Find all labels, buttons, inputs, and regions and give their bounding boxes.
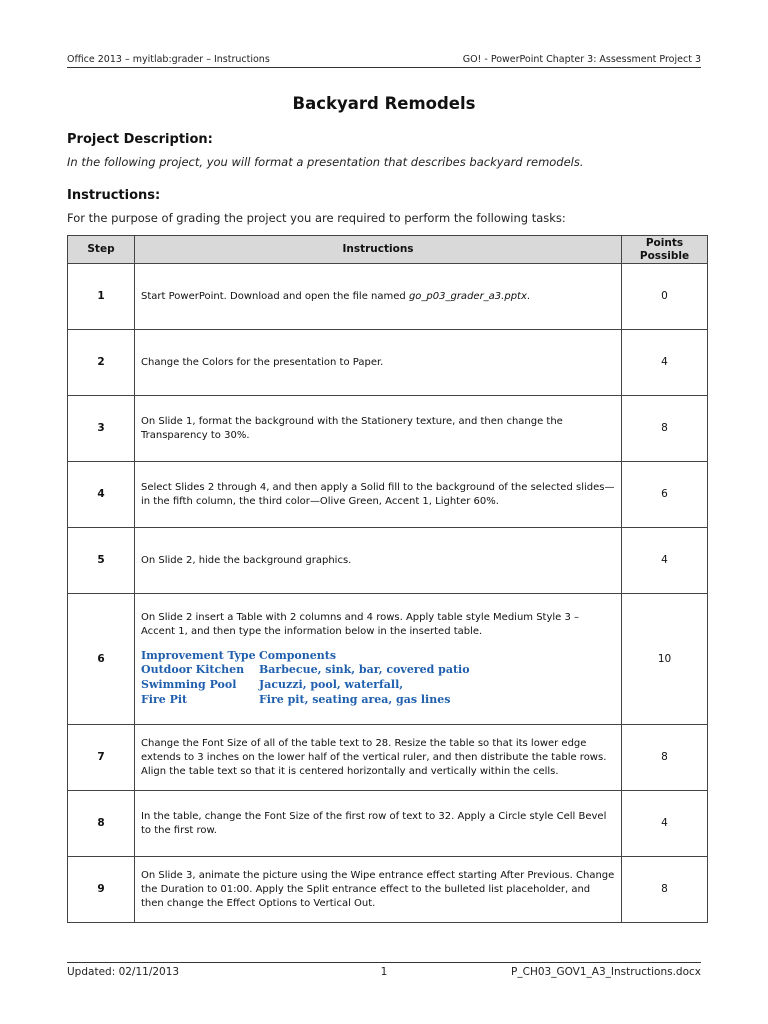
- footer-updated-date: Updated: 02/11/2013: [67, 966, 180, 978]
- points-value: 8: [622, 396, 708, 462]
- step-number: 1: [68, 264, 135, 330]
- document-title: Backyard Remodels: [292, 94, 476, 113]
- instructions-intro: For the purpose of grading the project you are required to perform the following tasks:: [67, 211, 566, 225]
- table-row: [68, 396, 708, 462]
- instructions-column-header: Instructions: [135, 236, 622, 264]
- step-number: 6: [68, 594, 135, 725]
- step-number: 5: [68, 528, 135, 594]
- points-value: 8: [622, 725, 708, 791]
- instructions-heading: Instructions:: [67, 188, 161, 203]
- points-value: 6: [622, 462, 708, 528]
- table-row: [68, 528, 708, 594]
- step-number: 8: [68, 791, 135, 857]
- points-column-header: Points Possible: [622, 236, 708, 264]
- slide-table-content: [141, 649, 615, 707]
- table-row: [68, 791, 708, 857]
- table-row: [68, 725, 708, 791]
- table-row: [68, 462, 708, 528]
- step-number: 4: [68, 462, 135, 528]
- sub-table-row: Swimming Pool Jacuzzi, pool, waterfall,: [141, 678, 404, 691]
- table-row: [68, 857, 708, 923]
- table-row: [68, 330, 708, 396]
- step-number: 7: [68, 725, 135, 791]
- points-value: 4: [622, 528, 708, 594]
- sub-table-row: Improvement Type Components: [141, 648, 337, 662]
- instruction-text: In the table, change the Font Size of the first row of text to 32. Apply a Circle style Cell Bevel to the first row.: [135, 791, 622, 857]
- file-name: go_p03_grader_a3.pptx: [408, 290, 527, 302]
- step-number: 9: [68, 857, 135, 923]
- table-row: [68, 594, 708, 725]
- table-row: [68, 264, 708, 330]
- points-value: 4: [622, 330, 708, 396]
- sub-table-row: Outdoor Kitchen Barbecue, sink, bar, covered patio: [141, 663, 470, 677]
- instructions-table: [67, 235, 708, 923]
- points-value: 10: [622, 594, 708, 725]
- step-number: 3: [68, 396, 135, 462]
- table-header-row: [68, 236, 708, 264]
- points-value: 0: [622, 264, 708, 330]
- step-column-header: Step: [68, 236, 135, 264]
- instruction-text: On Slide 1, format the background with the Stationery texture, and then change the Transparency to 30%.: [135, 396, 622, 462]
- project-description-heading: Project Description:: [67, 132, 213, 147]
- instruction-lead-text: On Slide 2 insert a Table with 2 columns and 4 rows. Apply table style Medium Style 3 – Accent 1, and then type the information below in the inserted table.: [141, 611, 580, 637]
- instruction-text: On Slide 2, hide the background graphics.: [135, 528, 622, 594]
- footer-rule: [67, 962, 701, 963]
- sub-table-row: Fire Pit Fire pit, seating area, gas lines: [141, 692, 451, 706]
- project-description: In the following project, you will format a presentation that describes backyard remodels.: [67, 155, 584, 169]
- instruction-text: Change the Font Size of all of the table text to 28. Resize the table so that its lower edge extends to 3 inches on the lower half of the vertical ruler, and then distribute the table rows. Align the table text so that it is centered horizontally and vertically within the cells.: [135, 725, 622, 791]
- step-number: 2: [68, 330, 135, 396]
- instruction-text: On Slide 3, animate the picture using the Wipe entrance effect starting After Previous. Change the Duration to 01:00. Apply the Split entrance effect to the bulleted list placeholder, and then change the Effect Options to Vertical Out.: [135, 857, 622, 923]
- points-value: 4: [622, 791, 708, 857]
- page-number: 1: [380, 966, 388, 978]
- header-right-text: GO! - PowerPoint Chapter 3: Assessment Project 3: [462, 54, 701, 65]
- header-rule: [67, 67, 701, 68]
- instruction-text: [135, 594, 622, 725]
- instruction-text: Select Slides 2 through 4, and then apply a Solid fill to the background of the selected slides—in the fifth column, the third color—Olive Green, Accent 1, Lighter 60%.: [135, 462, 622, 528]
- points-value: 8: [622, 857, 708, 923]
- footer-file-name: P_CH03_GOV1_A3_Instructions.docx: [511, 966, 701, 978]
- header-left-text: Office 2013 – myitlab:grader – Instructions: [67, 54, 270, 65]
- instruction-text: Start PowerPoint. Download and open the file named go_p03_grader_a3.pptx.: [135, 264, 622, 330]
- instruction-text: Change the Colors for the presentation to Paper.: [135, 330, 622, 396]
